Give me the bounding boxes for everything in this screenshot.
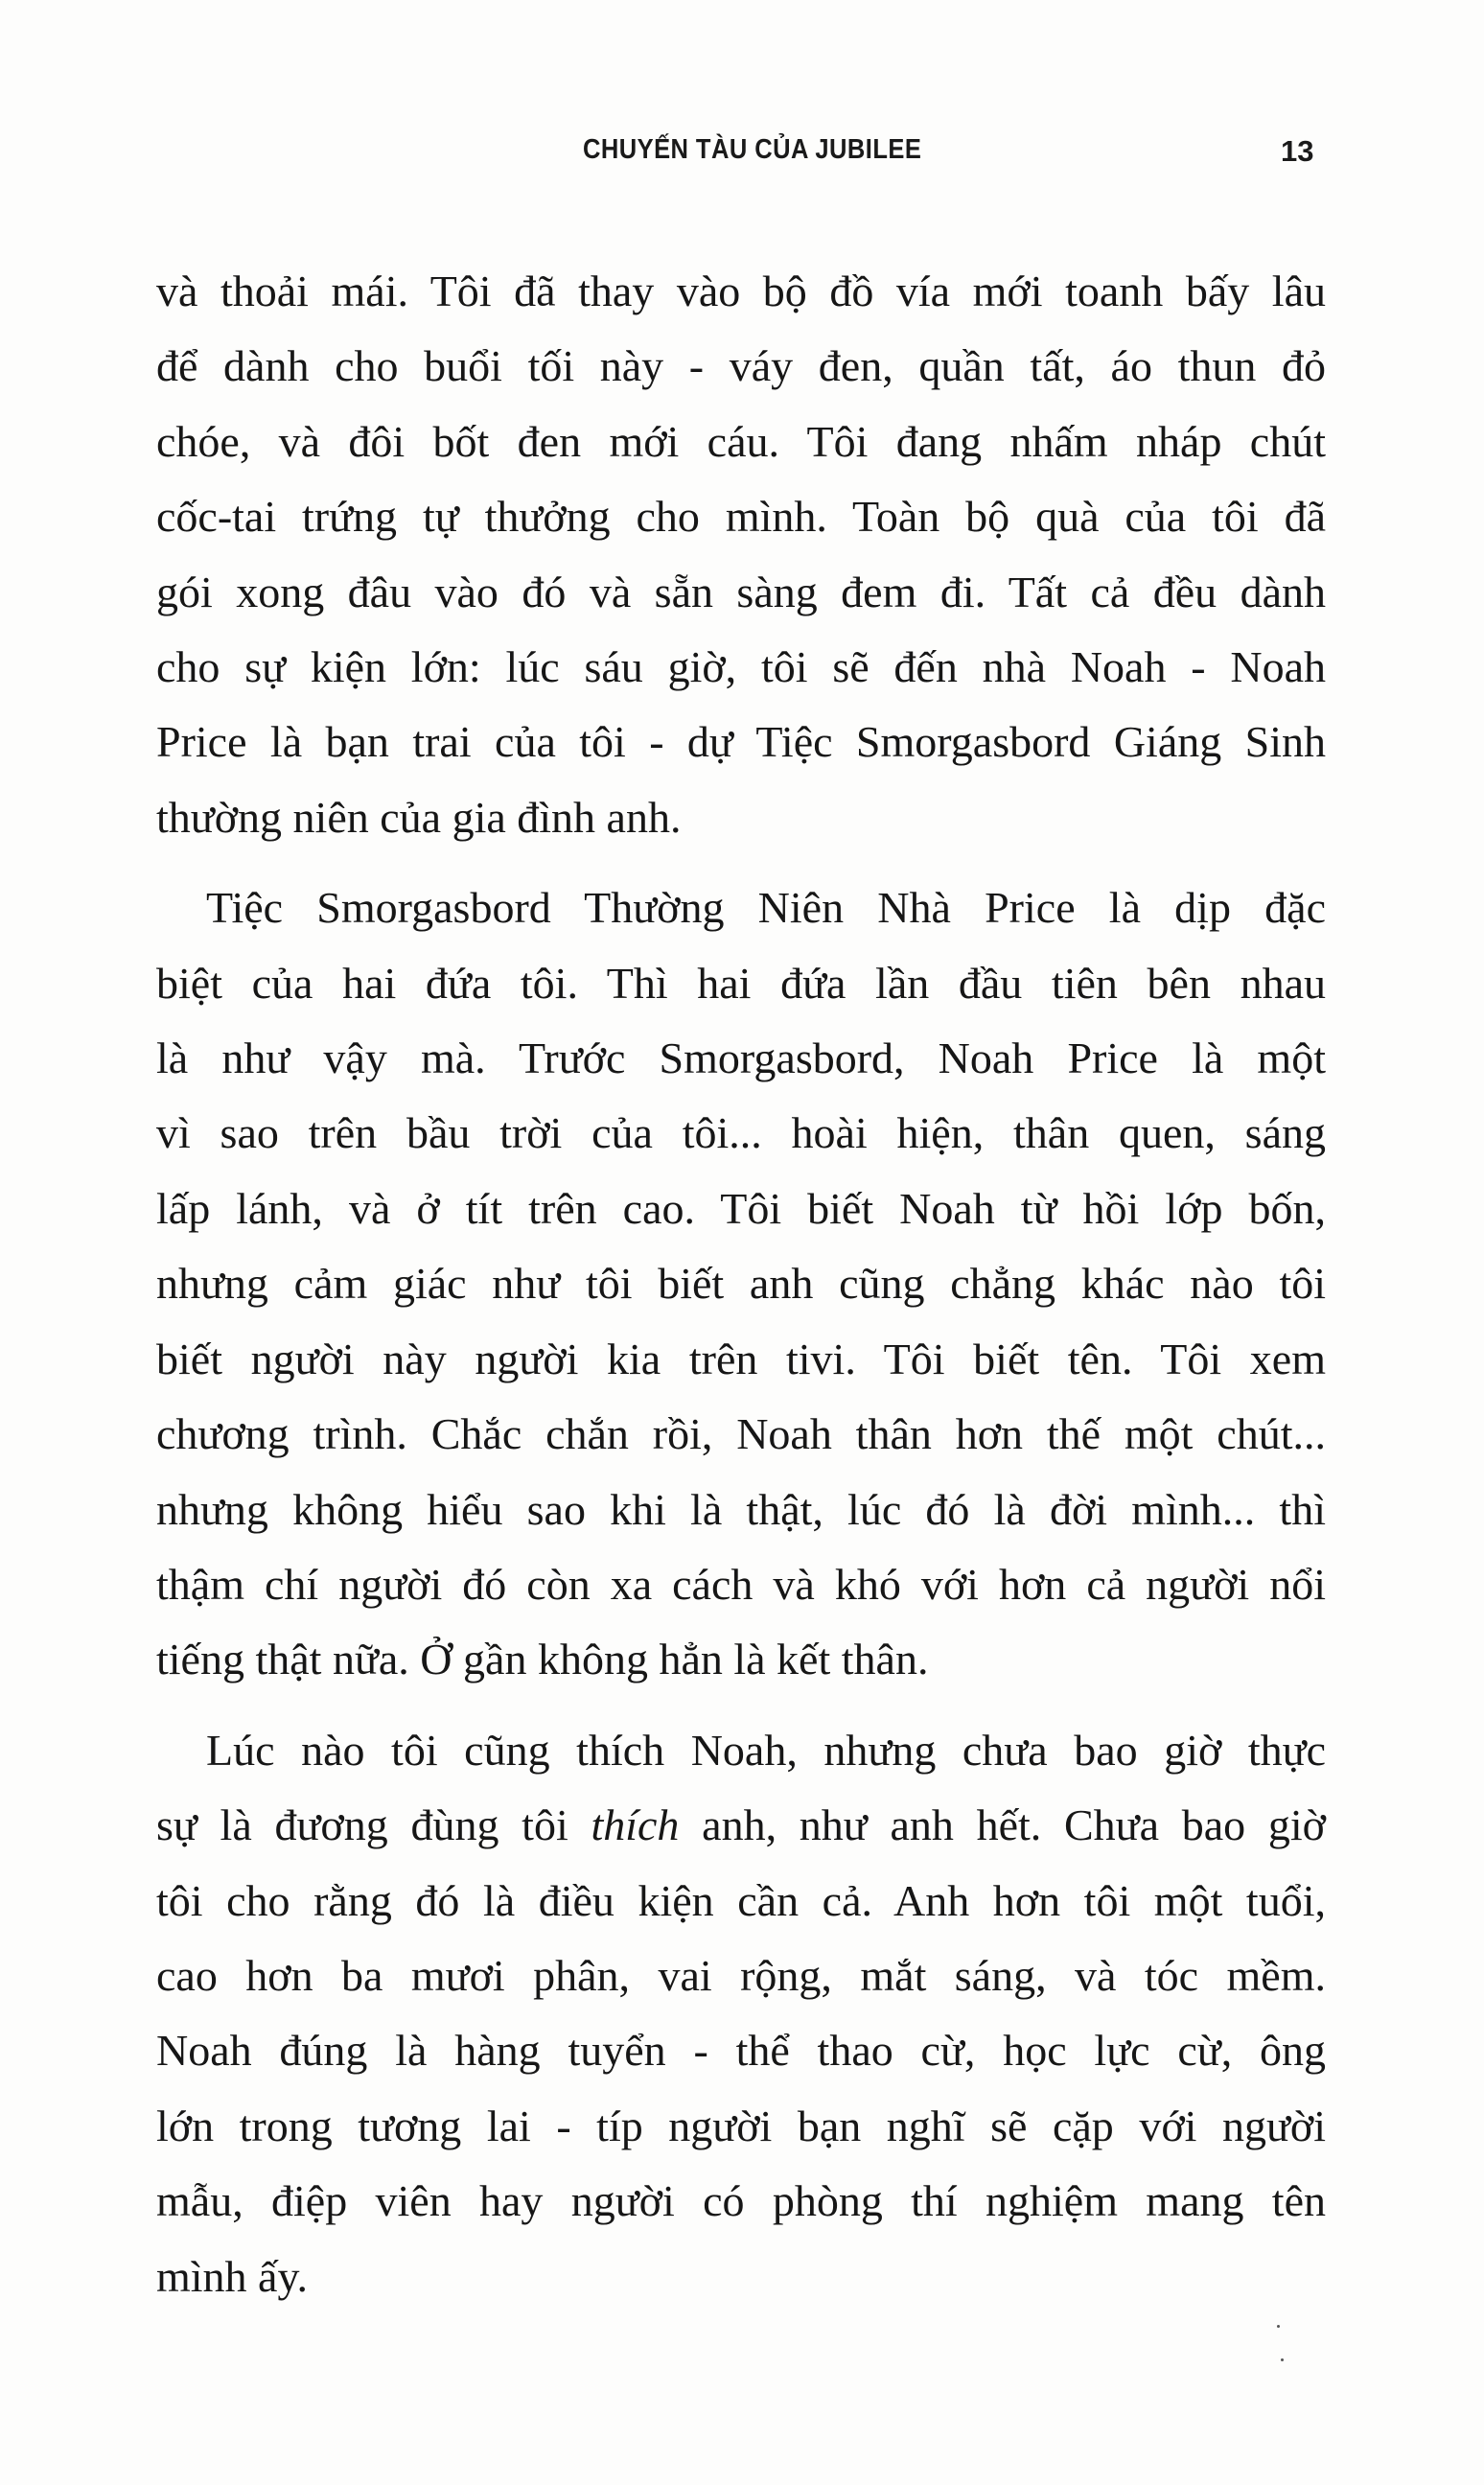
print-speck xyxy=(1281,2358,1284,2361)
text-line: lớn trong tương lai - típ người bạn nghĩ sẽ cặp với người xyxy=(156,2101,1326,2150)
text-line-with-emphasis xyxy=(156,1788,1326,1863)
text-line: cao hơn ba mươi phân, vai rộng, mắt sáng, và tóc mềm. xyxy=(156,1950,1326,2000)
text-line: lấp lánh, và ở tít trên cao. Tôi biết Noah từ hồi lớp bốn, xyxy=(156,1183,1326,1233)
text-line: gói xong đâu vào đó và sẵn sàng đem đi. Tất cả đều dành xyxy=(156,567,1326,616)
paragraph-2 xyxy=(156,871,1326,1697)
text-line: là như vậy mà. Trước Smorgasbord, Noah Price là một xyxy=(156,1033,1326,1083)
paragraph-1 xyxy=(156,254,1326,855)
print-speck xyxy=(1277,2325,1280,2328)
text-line: Price là bạn trai của tôi - dự Tiệc Smorgasbord Giáng Sinh xyxy=(156,717,1326,767)
text-line: chóe, và đôi bốt đen mới cáu. Tôi đang nhấm nháp chút xyxy=(156,416,1326,466)
paragraph-3 xyxy=(156,1713,1326,2314)
text-line: Lúc nào tôi cũng thích Noah, nhưng chưa bao giờ thực xyxy=(206,1725,1326,1775)
text-line: tôi cho rằng đó là điều kiện cần cả. Anh hơn tôi một tuổi, xyxy=(156,1875,1326,1925)
text-line: biệt của hai đứa tôi. Thì hai đứa lần đầu tiên bên nhau xyxy=(156,958,1326,1008)
running-title: CHUYẾN TÀU CỦA JUBILEE xyxy=(583,134,922,165)
text-segment: sự là đương đùng tôi xyxy=(156,1800,591,1850)
text-line: chương trình. Chắc chắn rồi, Noah thân hơn thế một chút... xyxy=(156,1409,1326,1459)
text-line: nhưng không hiểu sao khi là thật, lúc đó là đời mình... thì xyxy=(156,1484,1326,1534)
text-line: và thoải mái. Tôi đã thay vào bộ đồ vía mới toanh bấy lâu xyxy=(156,267,1326,315)
running-header xyxy=(0,134,1484,182)
text-line: cốc-tai trứng tự thưởng cho mình. Toàn bộ quà của tôi đã xyxy=(156,492,1326,542)
text-line: mẫu, điệp viên hay người có phòng thí nghiệm mang tên xyxy=(156,2176,1326,2226)
text-line: Tiệc Smorgasbord Thường Niên Nhà Price là dịp đặc xyxy=(206,883,1326,933)
text-line: vì sao trên bầu trời của tôi... hoài hiện, thân quen, sáng xyxy=(156,1108,1326,1158)
text-line: thường niên của gia đình anh. xyxy=(156,792,682,842)
page-number: 13 xyxy=(1281,134,1314,168)
text-line: tiếng thật nữa. Ở gần không hẳn là kết thân. xyxy=(156,1635,929,1684)
text-line: Noah đúng là hàng tuyển - thể thao cừ, học lực cừ, ông xyxy=(156,2026,1326,2076)
text-line: để dành cho buổi tối này - váy đen, quần tất, áo thun đỏ xyxy=(156,341,1326,391)
emphasis-word: thích xyxy=(591,1800,680,1850)
text-line: mình ấy. xyxy=(156,2251,308,2301)
text-segment: anh, như anh hết. Chưa bao giờ xyxy=(679,1800,1326,1850)
text-line: nhưng cảm giác như tôi biết anh cũng chẳng khác nào tôi xyxy=(156,1259,1326,1309)
body-text xyxy=(156,254,1326,2314)
text-line: thậm chí người đó còn xa cách và khó với hơn cả người nổi xyxy=(156,1559,1326,1609)
text-line: cho sự kiện lớn: lúc sáu giờ, tôi sẽ đến nhà Noah - Noah xyxy=(156,642,1326,692)
text-line: biết người này người kia trên tivi. Tôi biết tên. Tôi xem xyxy=(156,1334,1326,1383)
